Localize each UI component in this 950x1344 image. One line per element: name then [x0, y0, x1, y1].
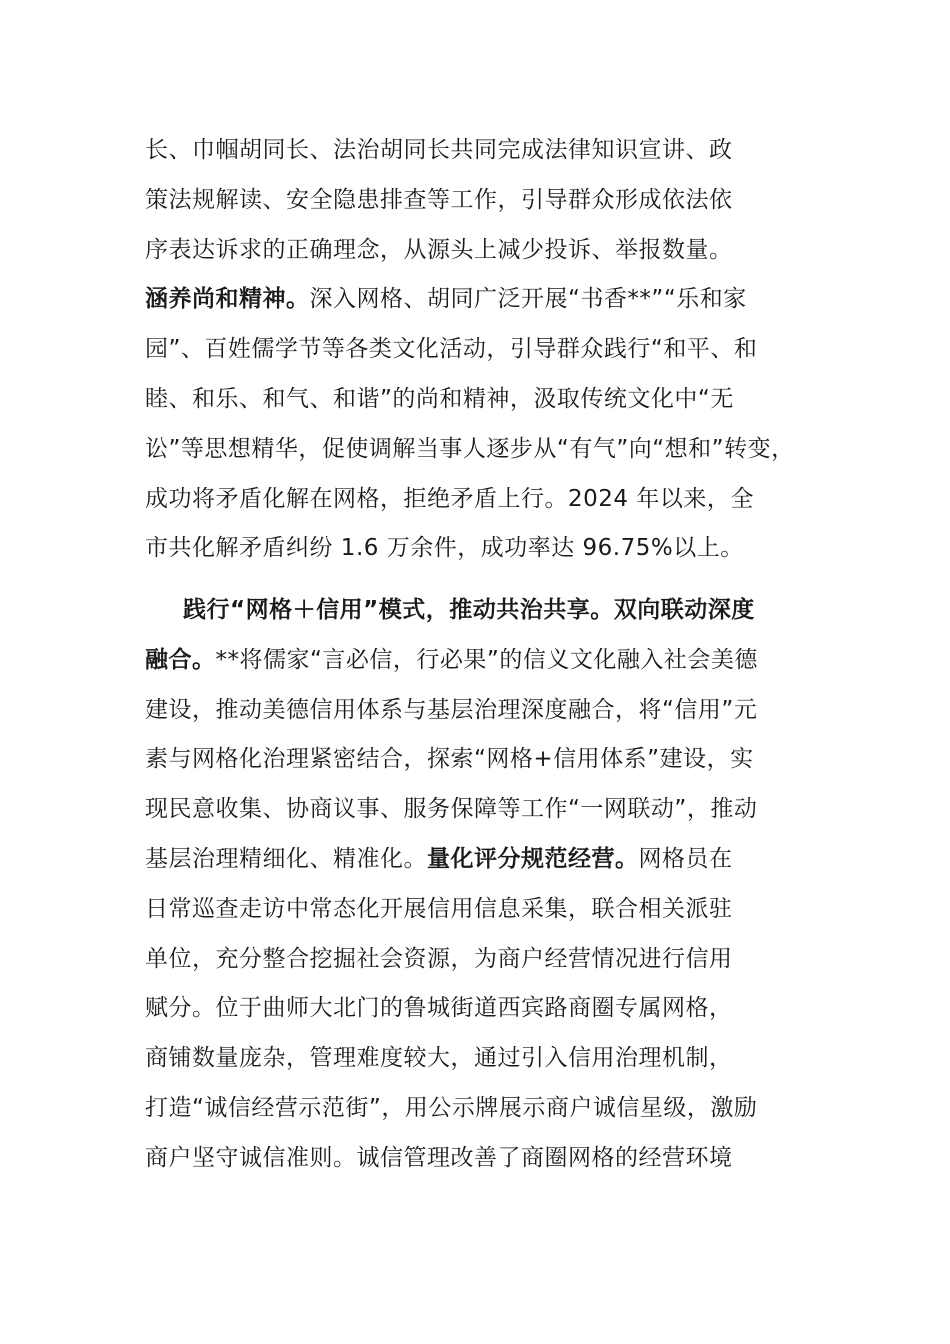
text-line [145, 1134, 807, 1184]
bold-heading-text: 融合。 [145, 646, 216, 673]
text-line [145, 935, 807, 985]
bold-heading-text: 涵养尚和精神。 [145, 286, 310, 313]
text-line [145, 325, 807, 375]
text-line [145, 735, 807, 785]
text-line [145, 686, 807, 736]
text-line [145, 835, 807, 885]
body-text: 长、巾帼胡同长、法治胡同长共同完成法律知识宣讲、政 [145, 137, 733, 163]
body-text: 序表达诉求的正确理念，从源头上减少投诉、举报数量。 [145, 236, 733, 263]
text-line [145, 425, 807, 475]
paragraph-2 [145, 586, 807, 1184]
body-text: 网格员在 [638, 845, 733, 872]
bold-heading-text: 量化评分规范经营。 [427, 845, 639, 872]
text-line [145, 275, 807, 325]
text-line [145, 636, 807, 686]
text-line [145, 984, 807, 1034]
paragraph-1 [145, 126, 807, 574]
body-text: 基层治理精细化、精准化。 [145, 845, 427, 872]
body-text: 日常巡查走访中常态化开展信用信息采集，联合相关派驻 [145, 895, 733, 922]
text-line [145, 785, 807, 835]
body-text: 单位，充分整合挖掘社会资源，为商户经营情况进行信用 [145, 945, 733, 972]
bold-heading-text: 践行“网格＋信用”模式，推动共治共享。双向联动深度 [183, 597, 755, 623]
text-line [145, 226, 807, 276]
text-line [145, 176, 807, 226]
body-text: 策法规解读、安全隐患排查等工作，引导群众形成依法依 [145, 186, 733, 213]
text-line [145, 524, 807, 574]
body-text: 商户坚守诚信准则。诚信管理改善了商圈网格的经营环境 [145, 1144, 733, 1171]
body-text: 建设，推动美德信用体系与基层治理深度融合，将“信用”元 [145, 696, 758, 723]
body-text: 打造“诚信经营示范街”，用公示牌展示商户诚信星级，激励 [145, 1094, 758, 1121]
text-line [145, 475, 807, 525]
text-line [145, 1084, 807, 1134]
text-line [145, 586, 807, 636]
text-line [145, 126, 807, 176]
body-text: 素与网格化治理紧密结合，探索“网格+信用体系”建设，实 [145, 746, 754, 773]
body-text: 成功将矛盾化解在网格，拒绝矛盾上行。2024 年以来，全 [145, 485, 754, 512]
body-text: 现民意收集、协商议事、服务保障等工作“一网联动”，推动 [145, 796, 758, 823]
text-line [145, 885, 807, 935]
body-text: 深入网格、胡同广泛开展“书香**”“乐和家 [309, 286, 747, 313]
body-text: 市共化解矛盾纠纷 1.6 万余件，成功率达 96.75%以上。 [145, 535, 744, 562]
text-line [145, 375, 807, 425]
body-text: **将儒家“言必信，行必果”的信义文化融入社会美德 [215, 646, 758, 673]
body-text: 赋分。位于曲师大北门的鲁城街道西宾路商圈专属网格， [145, 995, 733, 1022]
body-text: 睦、和乐、和气、和谐”的尚和精神，汲取传统文化中“无 [145, 385, 734, 412]
body-text: 商铺数量庞杂，管理难度较大，通过引入信用治理机制， [145, 1045, 733, 1072]
body-text: 园”、百姓儒学节等各类文化活动，引导群众践行“和平、和 [145, 336, 758, 363]
body-text: 讼”等思想精华，促使调解当事人逐步从“有气”向“想和”转变， [145, 435, 795, 462]
text-line [145, 1034, 807, 1084]
